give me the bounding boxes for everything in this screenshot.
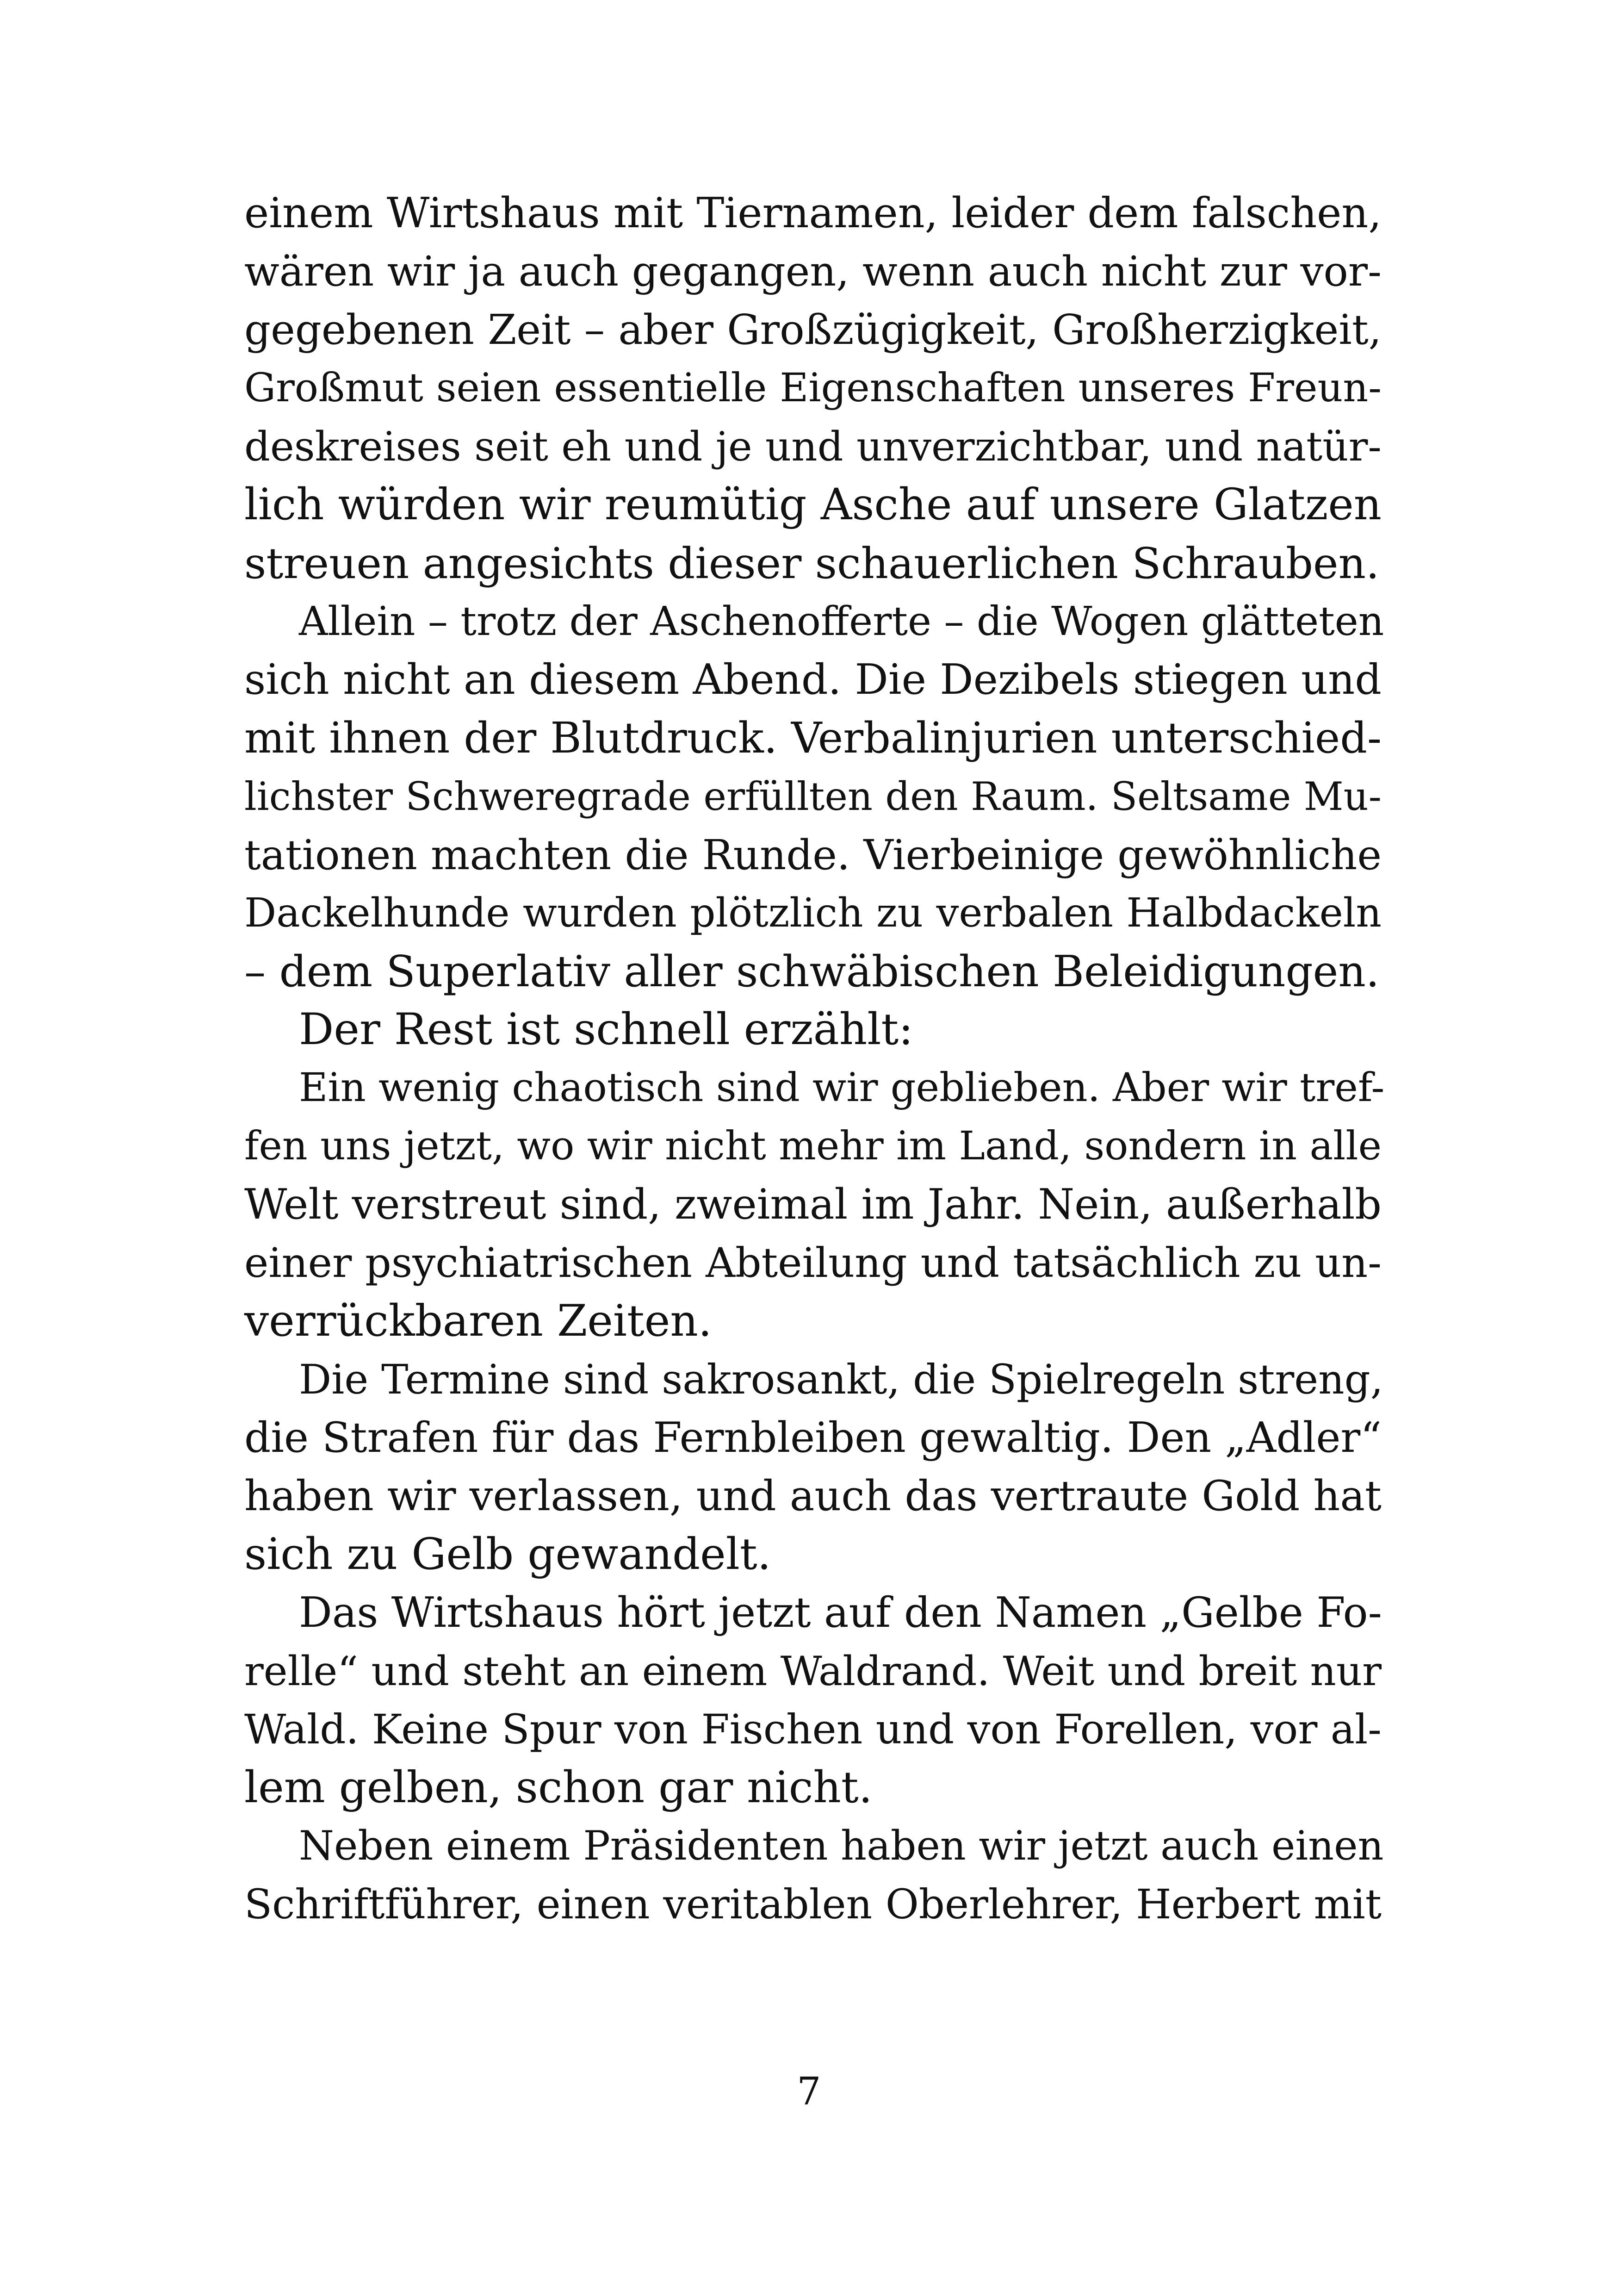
text-line: wären wir ja auch gegangen, wenn auch nicht zur vor- bbox=[244, 248, 1382, 295]
text-line: mit ihnen der Blutdruck. Verbalinjurien unterschied- bbox=[244, 713, 1382, 763]
text-line: deskreises seit eh und je und unverzichtbar, und natür- bbox=[244, 423, 1382, 470]
text-line: sich nicht an diesem Abend. Die Dezibels stiegen und bbox=[244, 655, 1382, 704]
text-line: sich zu Gelb gewandelt. bbox=[244, 1529, 771, 1580]
text-line: fen uns jetzt, wo wir nicht mehr im Land, sondern in alle bbox=[244, 1123, 1382, 1169]
text-line: lem gelben, schon gar nicht. bbox=[244, 1762, 873, 1813]
text-line: Die Termine sind sakrosankt, die Spielregeln streng, bbox=[299, 1356, 1383, 1403]
text-line: Dackelhunde wurden plötzlich zu verbalen Halbdackeln bbox=[244, 890, 1382, 936]
text-line: Welt verstreut sind, zweimal im Jahr. Nein, außerhalb bbox=[244, 1180, 1382, 1229]
text-line: – dem Superlativ aller schwäbischen Beleidigungen. bbox=[244, 946, 1380, 996]
text-line: lichster Schweregrade erfüllten den Raum. Seltsame Mu- bbox=[244, 774, 1382, 819]
body-text bbox=[244, 184, 1385, 1934]
text-line: Schriftführer, einen veritablen Oberlehrer, Herbert mit bbox=[244, 1881, 1382, 1928]
text-line: Der Rest ist schnell erzählt: bbox=[299, 1004, 913, 1055]
text-line: Wald. Keine Spur von Fischen und von Forellen, vor al- bbox=[244, 1705, 1382, 1753]
text-line: Neben einem Präsidenten haben wir jetzt auch einen bbox=[299, 1823, 1384, 1869]
text-line: Das Wirtshaus hört jetzt auf den Namen „Gelbe Fo- bbox=[299, 1589, 1382, 1637]
text-line: tationen machten die Runde. Vierbeinige gewöhnliche bbox=[244, 831, 1382, 879]
text-line: lich würden wir reumütig Asche auf unsere Glatzen bbox=[244, 479, 1382, 530]
page-number: 7 bbox=[797, 2070, 821, 2114]
text-line: verrückbaren Zeiten. bbox=[244, 1296, 712, 1346]
text-line: streuen angesichts dieser schauerlichen Schrauben. bbox=[244, 538, 1380, 588]
text-line: gegebenen Zeit – aber Großzügigkeit, Großherzigkeit, bbox=[244, 306, 1382, 354]
text-line: Allein – trotz der Aschenofferte – die Wogen glätteten bbox=[299, 598, 1384, 645]
text-line: Ein wenig chaotisch sind wir geblieben. Aber wir tref- bbox=[299, 1065, 1385, 1111]
text-line: einem Wirtshaus mit Tiernamen, leider dem falschen, bbox=[244, 189, 1382, 237]
text-line: haben wir verlassen, und auch das vertraute Gold hat bbox=[244, 1472, 1382, 1520]
text-line: relle“ und steht an einem Waldrand. Weit und breit nur bbox=[244, 1648, 1382, 1695]
text-line: die Strafen für das Fernbleiben gewaltig. Den „Adler“ bbox=[244, 1414, 1382, 1462]
text-line: Großmut seien essentielle Eigenschaften unseres Freun- bbox=[244, 365, 1382, 411]
text-line: einer psychiatrischen Abteilung und tatsächlich zu un- bbox=[244, 1239, 1382, 1287]
